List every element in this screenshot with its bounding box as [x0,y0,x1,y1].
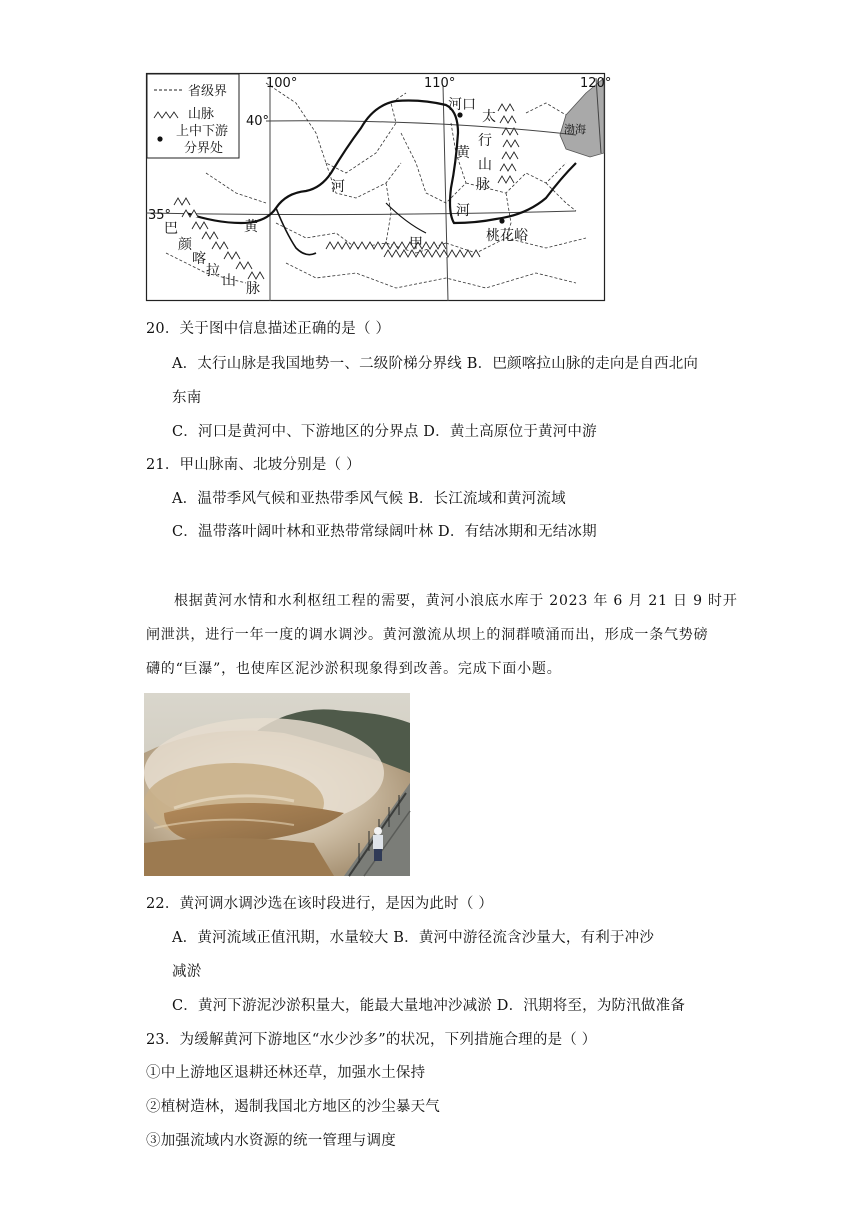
passage-line-3: 礴的“巨瀑”，也使库区泥沙淤积现象得到改善。完成下面小题。 [146,661,562,677]
taohuayu-point [499,218,504,223]
river-label-he-1: 河 [331,179,345,195]
legend-mountain-symbol [154,112,178,118]
bayan-char-6: 脉 [246,281,260,297]
bayan-char-1: 巴 [164,221,178,237]
taihang-char-1: 太 [482,109,496,125]
q21-options-c-d: C．温带落叶阔叶林和亚热带常绿阔叶林 D．有结冰期和无结冰期 [172,524,597,540]
dam-flood-release-photo [144,693,410,876]
longitude-100-label: 100° [266,76,298,91]
bayan-char-5: 山 [222,273,236,289]
legend-division-label-1: 上中下游 [176,124,229,139]
passage-line-1: 根据黄河水情和水利枢纽工程的需要，黄河小浪底水库于 2023 年 6 月 21 日 9 时开 [174,593,738,609]
legend-boundary-label: 省级界 [188,84,228,99]
q22-options-c-d: C．黄河下游泥沙淤积量大，能最大量地冲沙减淤 D．汛期将至，为防汛做准备 [172,998,686,1014]
legend-mountain-label: 山脉 [188,107,215,122]
longitude-110-label: 110° [424,76,456,91]
taihang-char-3: 山 [478,157,492,173]
longitude-120-label: 120° [580,76,612,91]
latitude-40-label: 40° [246,114,270,129]
taihang-char-4: 脉 [476,177,490,193]
river-label-huang-2: 黄 [456,145,470,161]
taihang-char-2: 行 [478,133,492,149]
q21-stem: 21．甲山脉南、北坡分别是（ ） [146,457,361,473]
q22-options-a-b: A．黄河流域正值汛期，水量较大 B．黄河中游径流含沙量大，有利于冲沙 [172,930,655,946]
taohuayu-label: 桃花峪 [486,228,528,244]
hekou-point [457,112,462,117]
yellow-river-map [146,73,612,301]
hekou-label: 河口 [448,97,476,113]
bayan-char-4: 拉 [206,263,220,279]
q20-stem: 20．关于图中信息描述正确的是（ ） [146,321,391,337]
q23-item-2: ②植树造林，遏制我国北方地区的沙尘暴天气 [146,1099,440,1115]
legend-division-label-2: 分界处 [184,141,224,156]
map-svg [146,73,612,301]
q20-options-c-d: C．河口是黄河中、下游地区的分界点 D．黄土高原位于黄河中游 [172,424,597,440]
q22-stem: 22．黄河调水调沙选在该时段进行，是因为此时（ ） [146,896,494,912]
q22-option-b-continued: 减淤 [172,964,202,980]
river-label-huang-1: 黄 [244,219,258,235]
q20-options-a-b: A．太行山脉是我国地势一、二级阶梯分界线 B．巴颜喀拉山脉的走向是自西北向 [172,356,699,372]
bohai-label: 渤海 [564,123,586,136]
q23-item-3: ③加强流域内水资源的统一管理与调度 [146,1133,396,1149]
bayan-char-2: 颜 [178,237,192,253]
latitude-35-label: 35° [148,208,172,223]
q23-stem: 23．为缓解黄河下游地区“水少沙多”的状况，下列措施合理的是（ ） [146,1032,597,1048]
photo-svg [144,693,410,876]
bayan-char-3: 喀 [192,251,206,267]
jia-label: 甲 [409,236,423,252]
q23-item-1: ①中上游地区退耕还林还草，加强水土保持 [146,1065,426,1081]
q21-options-a-b: A．温带季风气候和亚热带季风气候 B．长江流域和黄河流域 [172,491,566,507]
passage-line-2: 闸泄洪，进行一年一度的调水调沙。黄河激流从坝上的洞群喷涌而出，形成一条气势磅 [146,627,709,643]
q20-option-b-continued: 东南 [172,390,202,406]
river-label-he-2: 河 [456,203,470,219]
legend-division-symbol [157,136,162,141]
